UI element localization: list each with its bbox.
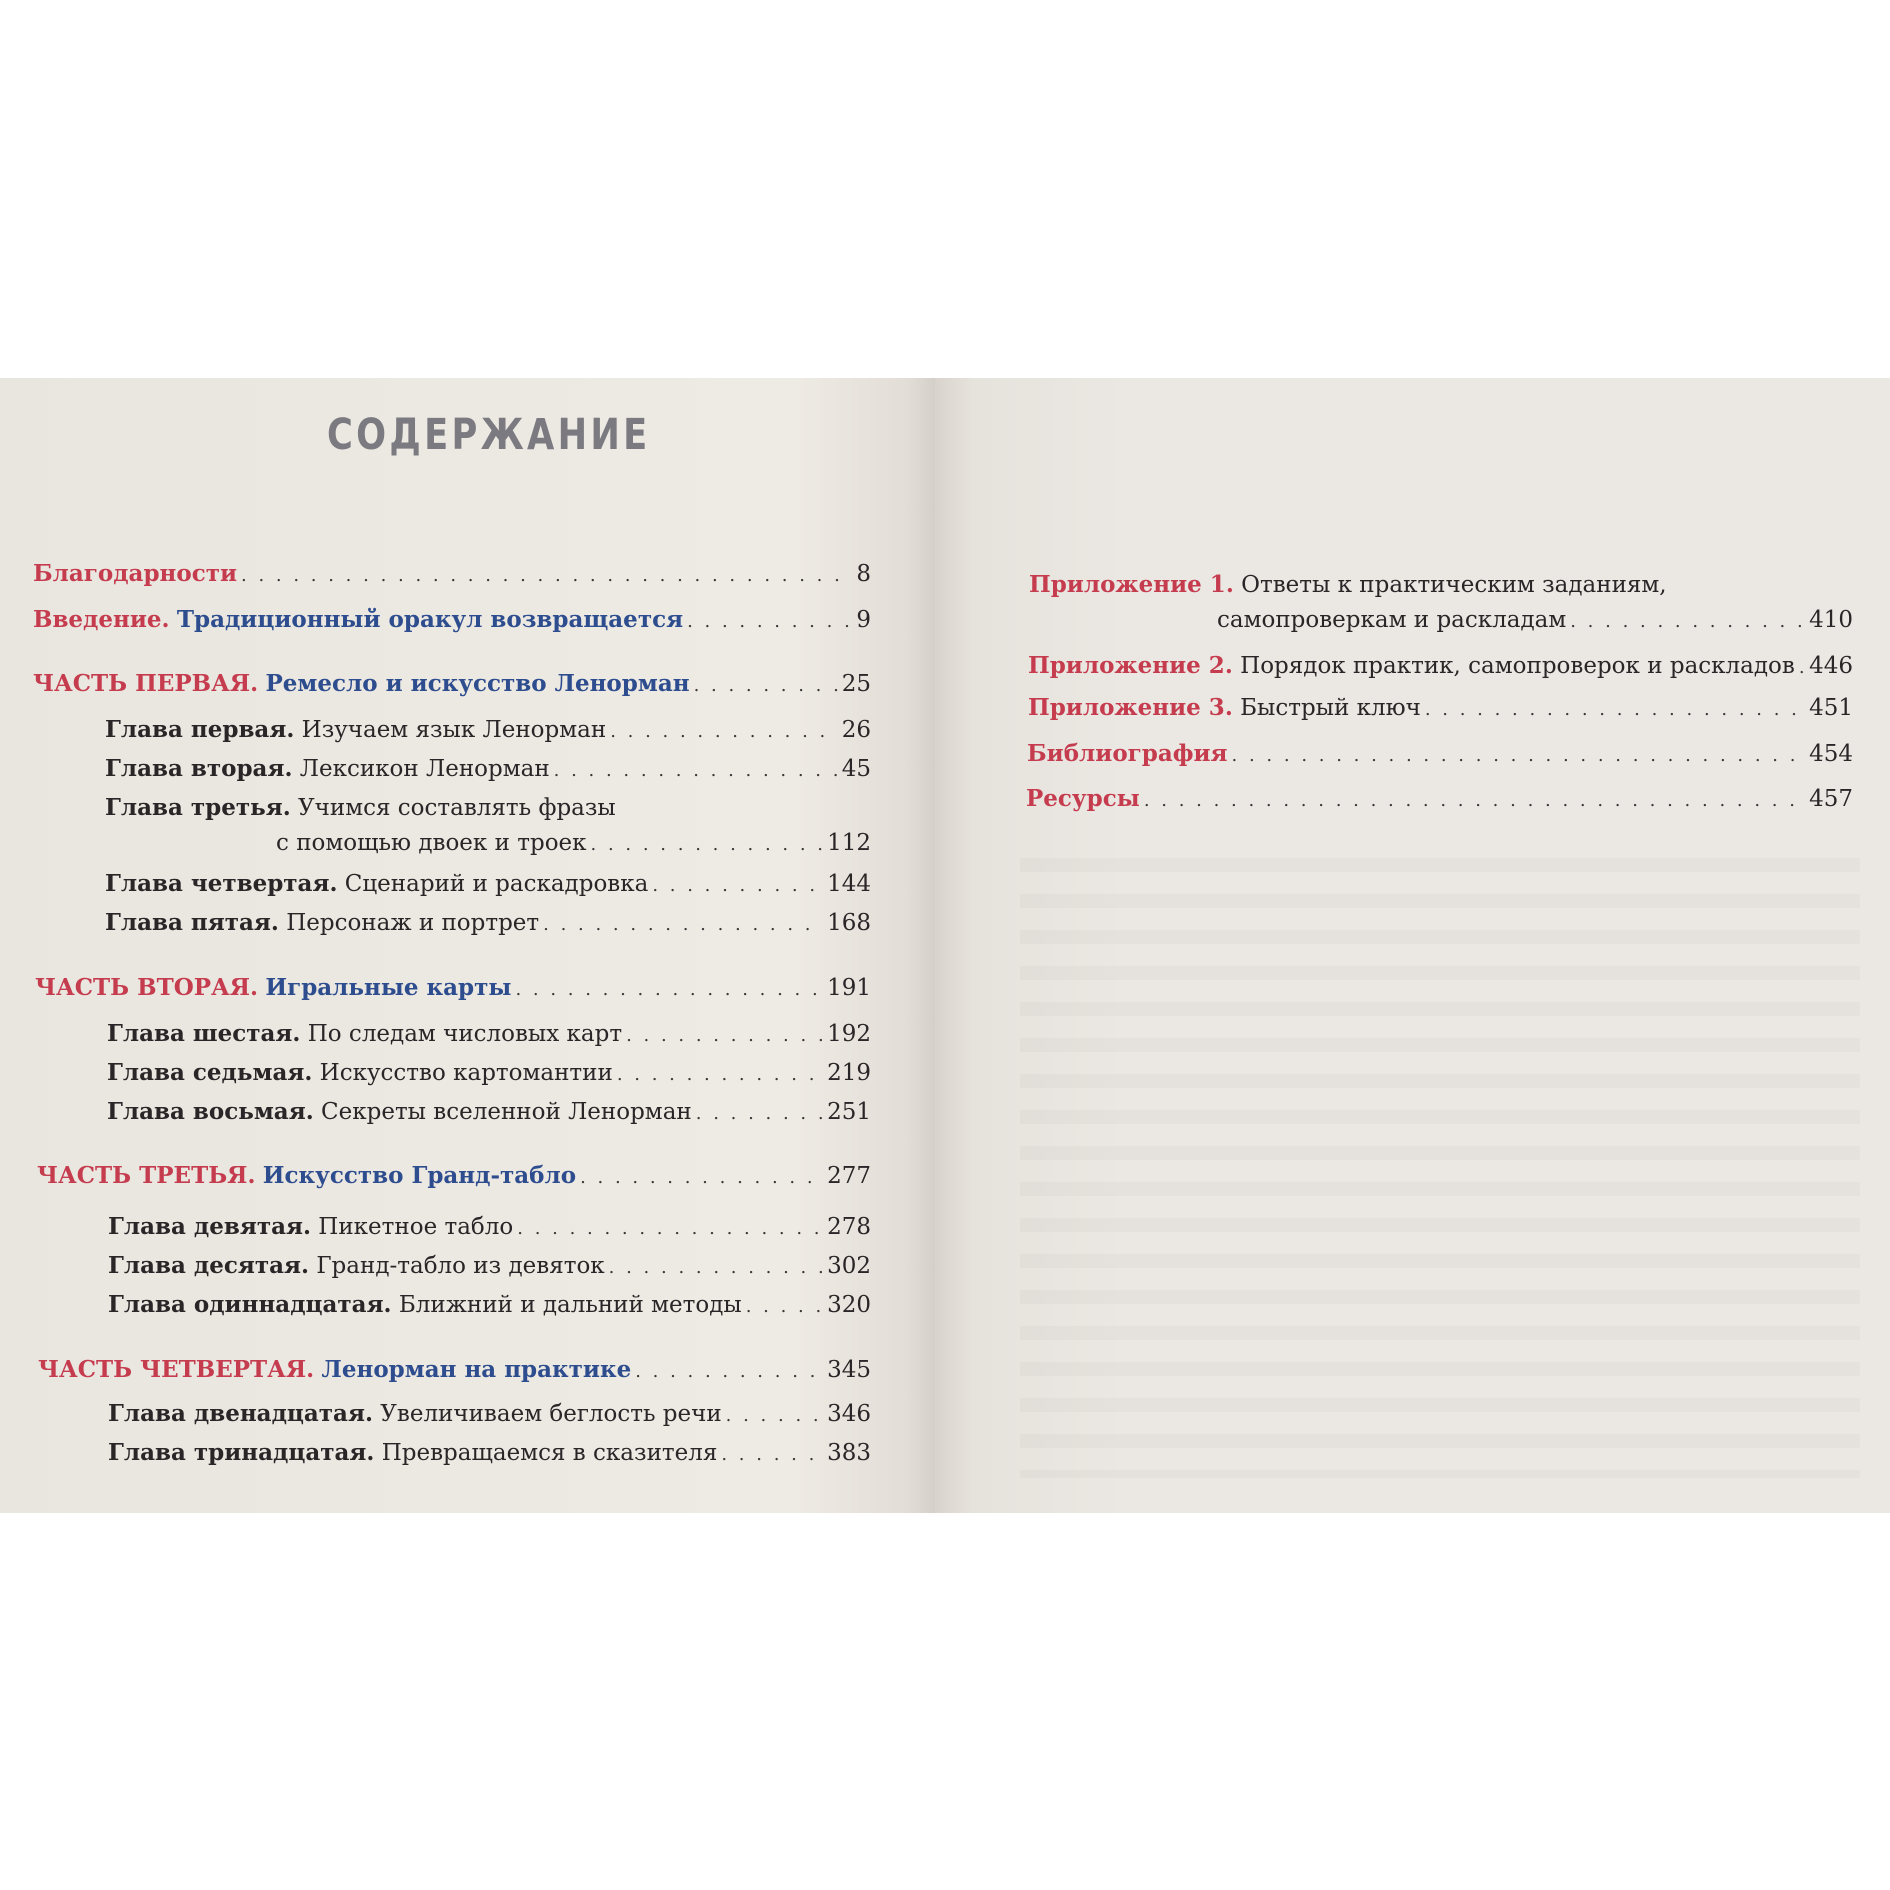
toc-entry-bibliography bbox=[1027, 740, 1853, 767]
entry-title: Искусство Гранд-табло bbox=[262, 1162, 577, 1189]
entry-title: Учимся составлять фразы bbox=[298, 795, 616, 821]
entry-title-cont: с помощью двоек и троек bbox=[276, 830, 587, 856]
toc-entry-ch3-line2 bbox=[276, 830, 871, 856]
left-page bbox=[0, 378, 935, 1513]
entry-title: Игральные карты bbox=[265, 974, 512, 1001]
toc-entry-ch4 bbox=[105, 870, 871, 897]
entry-lead: Благодарности bbox=[33, 560, 238, 587]
page-number: 8 bbox=[856, 561, 871, 587]
book-spread bbox=[0, 378, 1890, 1513]
dot-leader bbox=[726, 1405, 823, 1426]
toc-entry-ch7 bbox=[107, 1059, 871, 1086]
dot-leader bbox=[591, 834, 824, 855]
page-number: 168 bbox=[827, 910, 871, 936]
toc-entry-app1-line2 bbox=[1217, 607, 1853, 633]
dot-leader bbox=[517, 1218, 823, 1239]
entry-lead: Ресурсы bbox=[1026, 785, 1140, 812]
dot-leader bbox=[635, 1361, 823, 1382]
entry-lead: Глава пятая. bbox=[105, 909, 279, 936]
toc-entry-app1-line1 bbox=[1029, 571, 1667, 598]
toc-entry-part4 bbox=[38, 1356, 871, 1383]
entry-title: Ответы к практическим заданиям, bbox=[1241, 572, 1667, 598]
dot-leader bbox=[580, 1167, 823, 1188]
page-number: 346 bbox=[827, 1401, 871, 1427]
toc-entry-ch6 bbox=[107, 1020, 871, 1047]
entry-lead: Приложение 2. bbox=[1028, 652, 1233, 679]
entry-lead: Библиография bbox=[1027, 740, 1228, 767]
entry-title: Сценарий и раскадровка bbox=[344, 871, 649, 897]
dot-leader bbox=[746, 1296, 823, 1317]
toc-entry-ch13 bbox=[108, 1439, 871, 1466]
entry-title: Традиционный оракул возвращается bbox=[176, 606, 684, 633]
toc-entry-ch12 bbox=[108, 1400, 871, 1427]
dot-leader bbox=[626, 1025, 823, 1046]
page-number: 219 bbox=[827, 1060, 871, 1086]
entry-lead: Глава вторая. bbox=[105, 755, 293, 782]
entry-lead: Глава десятая. bbox=[108, 1252, 310, 1279]
dot-leader bbox=[1570, 611, 1805, 632]
page-number: 454 bbox=[1809, 741, 1853, 767]
dot-leader bbox=[1425, 699, 1805, 720]
page-number: 9 bbox=[856, 607, 871, 633]
dot-leader bbox=[1799, 657, 1805, 678]
entry-lead: Приложение 3. bbox=[1028, 694, 1233, 721]
entry-title: Ленорман на практике bbox=[321, 1356, 632, 1383]
entry-lead: Глава девятая. bbox=[108, 1213, 311, 1240]
toc-entry-ch3-line1 bbox=[105, 794, 616, 821]
entry-lead: Глава седьмая. bbox=[107, 1059, 313, 1086]
page-number: 25 bbox=[841, 671, 871, 697]
dot-leader bbox=[609, 1257, 823, 1278]
page-number: 45 bbox=[841, 756, 871, 782]
dot-leader bbox=[1144, 790, 1805, 811]
entry-title-cont: самопроверкам и раскладам bbox=[1217, 607, 1567, 633]
toc-entry-part1 bbox=[33, 670, 871, 697]
entry-title: Лексикон Ленорман bbox=[299, 756, 550, 782]
toc-entry-thanks bbox=[33, 560, 871, 587]
page-number: 251 bbox=[827, 1099, 871, 1125]
toc-entry-intro bbox=[33, 606, 871, 633]
toc-entry-ch1 bbox=[105, 716, 871, 743]
entry-lead: Введение. bbox=[33, 606, 170, 633]
page-title: СОДЕРЖАНИЕ bbox=[327, 410, 651, 460]
page-number: 277 bbox=[827, 1163, 871, 1189]
toc-entry-resources bbox=[1026, 785, 1853, 812]
entry-lead: Глава четвертая. bbox=[105, 870, 338, 897]
toc-entry-ch8 bbox=[107, 1098, 871, 1125]
page-number: 320 bbox=[827, 1292, 871, 1318]
page-number: 26 bbox=[841, 717, 871, 743]
entry-title: Превращаемся в сказителя bbox=[381, 1440, 718, 1466]
toc-entry-app3 bbox=[1028, 694, 1853, 721]
toc-entry-ch11 bbox=[108, 1291, 871, 1318]
entry-title: Секреты вселенной Ленорман bbox=[321, 1099, 692, 1125]
entry-lead: Глава первая. bbox=[105, 716, 295, 743]
page-number: 457 bbox=[1809, 786, 1853, 812]
page-number: 302 bbox=[827, 1253, 871, 1279]
toc-entry-part3 bbox=[37, 1162, 871, 1189]
entry-lead: ЧАСТЬ ПЕРВАЯ. bbox=[33, 670, 259, 697]
toc-entry-app2 bbox=[1028, 652, 1853, 679]
entry-lead: ЧАСТЬ ЧЕТВЕРТАЯ. bbox=[38, 1356, 315, 1383]
dot-leader bbox=[554, 760, 838, 781]
show-through-text bbox=[1020, 858, 1860, 1478]
entry-lead: Глава двенадцатая. bbox=[108, 1400, 373, 1427]
entry-lead: Глава шестая. bbox=[107, 1020, 301, 1047]
entry-title: Гранд-табло из девяток bbox=[316, 1253, 605, 1279]
entry-title: Пикетное табло bbox=[318, 1214, 514, 1240]
entry-title: Быстрый ключ bbox=[1240, 695, 1421, 721]
dot-leader bbox=[241, 565, 852, 586]
entry-title: Изучаем язык Ленорман bbox=[301, 717, 607, 743]
toc-entry-ch5 bbox=[105, 909, 871, 936]
page-number: 451 bbox=[1809, 695, 1853, 721]
dot-leader bbox=[617, 1064, 823, 1085]
dot-leader bbox=[687, 611, 852, 632]
page-number: 345 bbox=[827, 1357, 871, 1383]
toc-entry-ch2 bbox=[105, 755, 871, 782]
entry-title: Ближний и дальний методы bbox=[398, 1292, 742, 1318]
page-number: 192 bbox=[827, 1021, 871, 1047]
entry-title: Ремесло и искусство Ленорман bbox=[265, 670, 690, 697]
page-number: 446 bbox=[1809, 653, 1853, 679]
dot-leader bbox=[610, 721, 838, 742]
dot-leader bbox=[652, 875, 823, 896]
entry-title: Увеличиваем беглость речи bbox=[380, 1401, 722, 1427]
entry-lead: Глава восьмая. bbox=[107, 1098, 314, 1125]
page-number: 112 bbox=[827, 830, 871, 856]
dot-leader bbox=[1232, 745, 1806, 766]
entry-title: Порядок практик, самопроверок и раскладов bbox=[1240, 653, 1795, 679]
entry-title: Искусство картомантии bbox=[319, 1060, 613, 1086]
page-number: 191 bbox=[827, 975, 871, 1001]
dot-leader bbox=[721, 1444, 823, 1465]
entry-lead: ЧАСТЬ ВТОРАЯ. bbox=[35, 974, 259, 1001]
entry-lead: Глава тринадцатая. bbox=[108, 1439, 375, 1466]
page-number: 383 bbox=[827, 1440, 871, 1466]
dot-leader bbox=[515, 979, 823, 1000]
dot-leader bbox=[696, 1103, 823, 1124]
entry-lead: Глава третья. bbox=[105, 794, 291, 821]
page-number: 278 bbox=[827, 1214, 871, 1240]
toc-entry-part2 bbox=[35, 974, 871, 1001]
toc-entry-ch10 bbox=[108, 1252, 871, 1279]
entry-title: По следам числовых карт bbox=[307, 1021, 623, 1047]
entry-lead: ЧАСТЬ ТРЕТЬЯ. bbox=[37, 1162, 256, 1189]
entry-lead: Глава одиннадцатая. bbox=[108, 1291, 392, 1318]
toc-entry-ch9 bbox=[108, 1213, 871, 1240]
dot-leader bbox=[543, 914, 823, 935]
entry-title: Персонаж и портрет bbox=[286, 910, 540, 936]
dot-leader bbox=[694, 675, 838, 696]
entry-lead: Приложение 1. bbox=[1029, 571, 1234, 598]
page-number: 144 bbox=[827, 871, 871, 897]
page-number: 410 bbox=[1809, 607, 1853, 633]
